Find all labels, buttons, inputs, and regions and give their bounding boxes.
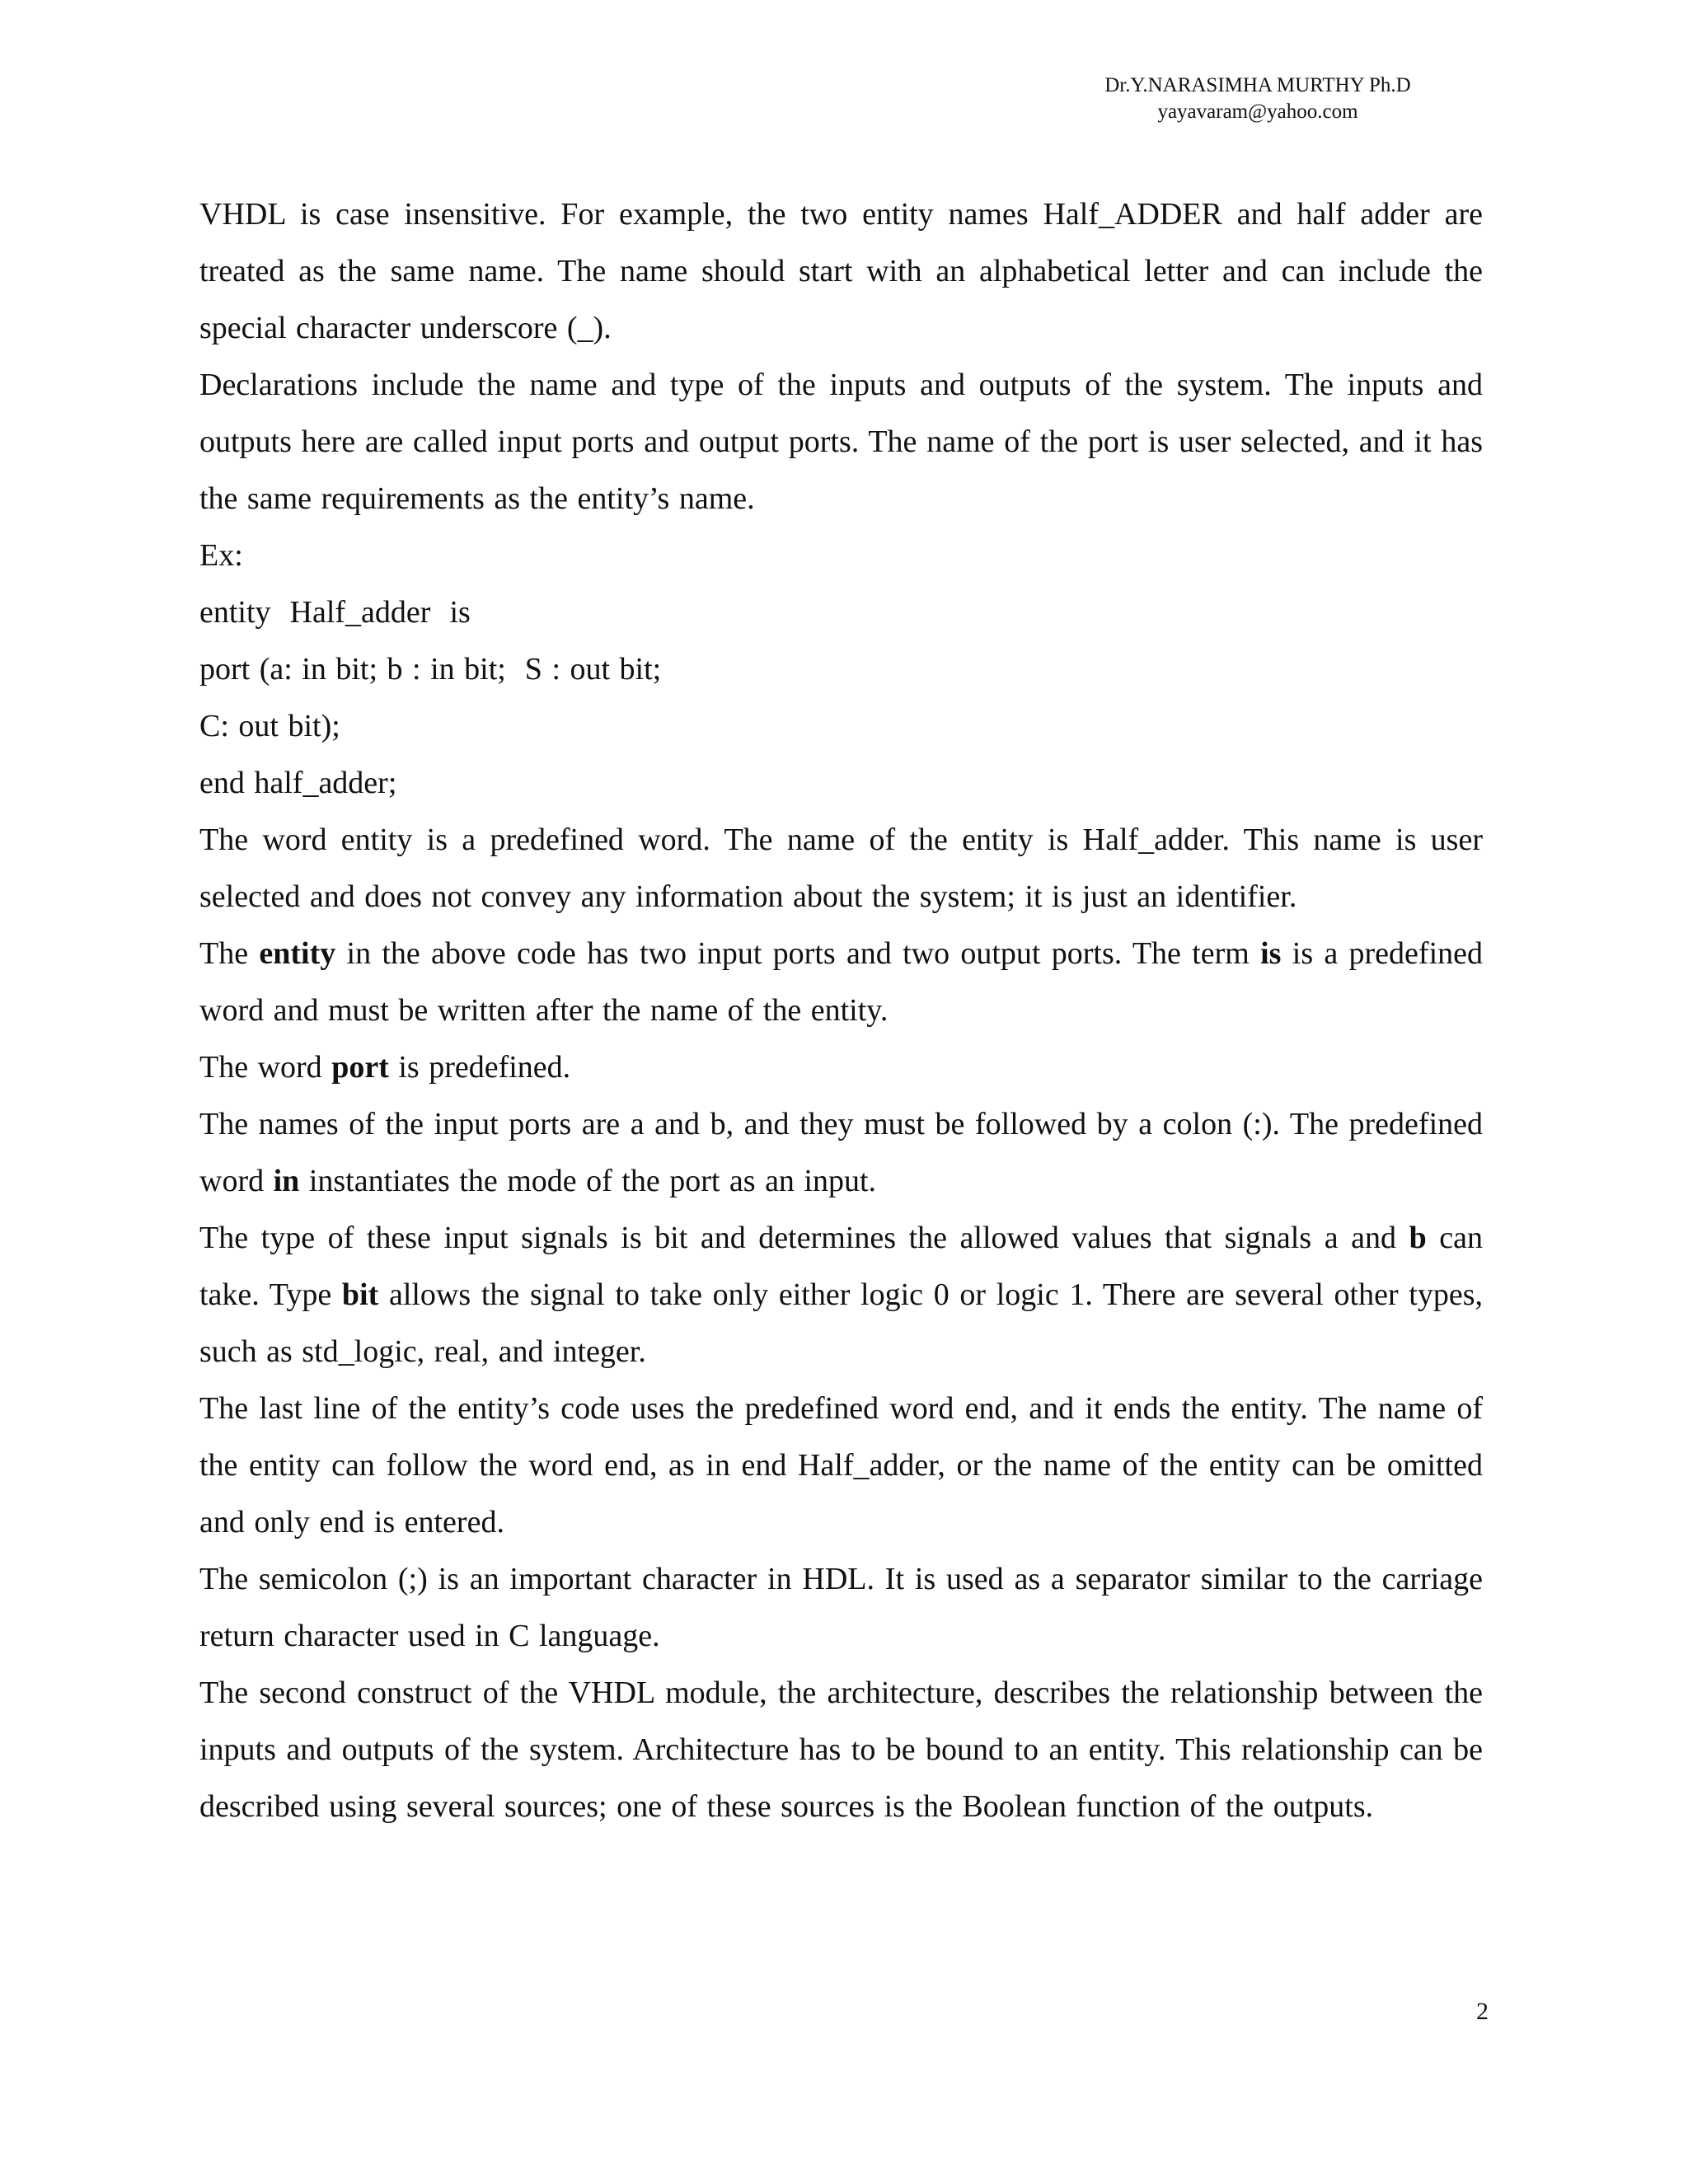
paragraph-entity-ports: The entity in the above code has two input ports and two output ports. The term is is a predefined word and must be written after the name of the entity. (199, 936, 1483, 1028)
document-body (199, 186, 1483, 1835)
page-header (1043, 73, 1472, 125)
paragraph-end-entity: The last line of the entity’s code uses the predefined word end, and it ends the entity. The name of the entity can follow the word end, as in end Half_adder, or the name of the entity can be omitted and only end is entered. (199, 1391, 1483, 1540)
code-line: port (a: in bit; b : in bit; S : out bit; (199, 652, 662, 687)
example-label: Ex: (199, 538, 243, 573)
bold-term-in: in (273, 1164, 300, 1198)
author-name: Dr.Y.NARASIMHA MURTHY Ph.D (1104, 74, 1411, 96)
paragraph-input-ports: The names of the input ports are a and b, and they must be followed by a colon (:). The predefined word in instantiates the mode of the port as an input. (199, 1107, 1483, 1198)
code-line: C: out bit); (199, 709, 340, 743)
bold-term-b: b (1409, 1221, 1427, 1255)
paragraph-case-insensitivity: VHDL is case insensitive. For example, the two entity names Half_ADDER and half adder are treated as the same name. The name should start with an alphabetical letter and can include the special character underscore (_). (199, 197, 1483, 345)
paragraph-declarations: Declarations include the name and type of the inputs and outputs of the system. The inputs and outputs here are called input ports and output ports. The name of the port is user selected, and it has the same requirements as the entity’s name. (199, 368, 1483, 516)
code-line: entity Half_adder is (199, 595, 471, 630)
bold-term-is: is (1260, 936, 1282, 971)
paragraph-entity-word: The word entity is a predefined word. The name of the entity is Half_adder. This name is user selected and does not convey any information about the system; it is just an identifier. (199, 823, 1483, 914)
code-line: end half_adder; (199, 766, 397, 800)
bold-term-bit: bit (341, 1277, 379, 1312)
bold-term-entity: entity (259, 936, 336, 971)
bold-term-port: port (331, 1050, 389, 1085)
author-email: yayavaram@yahoo.com (1157, 101, 1358, 123)
paragraph-signal-types: The type of these input signals is bit and determines the allowed values that signals a and b can take. Type bit allows the signal to take only either logic 0 or logic 1. There are several other types, such as std_logic, real, and integer. (199, 1221, 1484, 1369)
paragraph-semicolon: The semicolon (;) is an important character in HDL. It is used as a separator similar to the carriage return character used in C language. (199, 1562, 1483, 1653)
paragraph-port-word: The word port is predefined. (199, 1050, 571, 1085)
paragraph-architecture: The second construct of the VHDL module, the architecture, describes the relationship between the inputs and outputs of the system. Architecture has to be bound to an entity. This relationship can be described using several sources; one of these sources is the Boolean function of the outputs. (199, 1675, 1483, 1824)
page-number: 2 (1476, 1998, 1489, 2025)
